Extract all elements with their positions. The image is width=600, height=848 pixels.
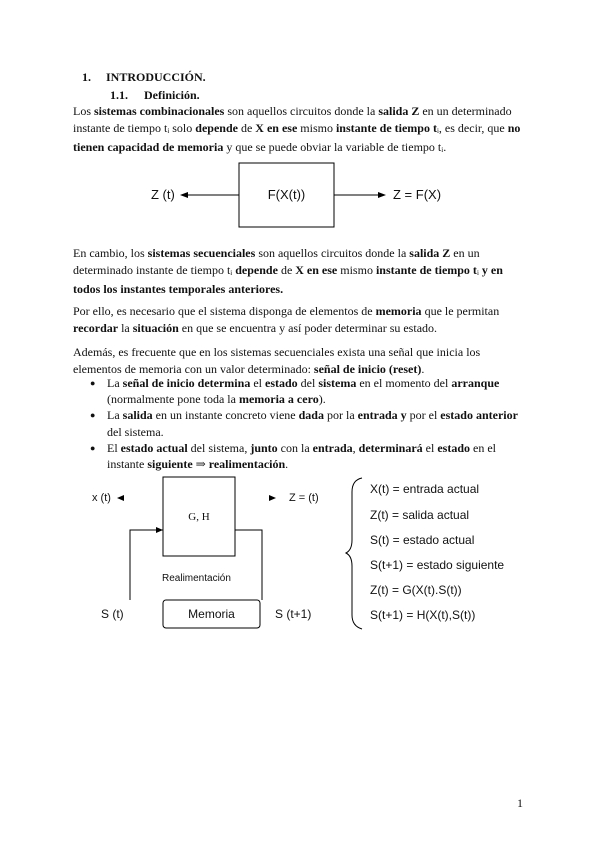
text: La: [107, 376, 123, 390]
text: mismo: [337, 262, 376, 277]
text: en el: [470, 440, 496, 455]
equation: S(t) = estado actual: [370, 533, 475, 547]
text-bold: no: [507, 120, 521, 135]
text: El: [107, 440, 121, 455]
text-bold: situación: [132, 320, 179, 335]
text-bold: estado anterior: [440, 408, 518, 423]
text: y que se puede obviar la variable de tiempo t: [223, 140, 442, 154]
text: La: [107, 408, 123, 423]
next-state-line: [235, 530, 262, 600]
text-bold: estado: [265, 376, 298, 390]
text: .: [285, 457, 289, 472]
subscript: i: [167, 126, 170, 135]
text-bold: sistemas secuenciales: [147, 246, 256, 260]
next-state-label: S (t+1): [275, 607, 312, 621]
page-number: 1: [517, 796, 523, 810]
input-arrowhead: [117, 495, 124, 501]
text: determinado instante de tiempo t: [73, 262, 231, 277]
feedback-label: Realimentación: [162, 573, 231, 584]
implies-arrow: ⇒: [192, 457, 209, 472]
text-bold: depende: [195, 120, 238, 135]
diagram1-right-label: Z = F(X): [393, 187, 442, 202]
text-bold: determinará: [358, 440, 423, 455]
text-bold: realimentación: [208, 457, 286, 472]
bullet-icon: ●: [90, 378, 96, 388]
feedback-arrowhead: [156, 527, 163, 533]
text: en un determinado: [419, 104, 512, 118]
text-bold: X en ese: [255, 120, 298, 135]
text: ,: [352, 440, 359, 455]
text-bold: sistema: [318, 376, 357, 390]
text-bold: memoria a cero: [238, 392, 319, 407]
text: son aquellos circuitos donde la: [224, 104, 379, 118]
text-bold: entrada y: [357, 408, 407, 423]
text-bold: estado actual: [120, 440, 188, 455]
text-bold: dada: [298, 408, 324, 423]
text-bold: memoria: [375, 304, 422, 318]
state-label: S (t): [101, 607, 124, 621]
text-bold: arranque: [451, 376, 500, 390]
text: Los: [73, 104, 94, 118]
bullet-icon: ●: [90, 442, 96, 453]
line: Además, es frecuente que en los sistemas secuenciales exista una señal que inicia los: [73, 345, 481, 359]
gh-box-label: G, H: [188, 511, 210, 523]
bullet-icon: ●: [90, 410, 96, 421]
text: en que se encuentra y así poder determinar su estado.: [178, 320, 438, 335]
text-bold: salida Z: [409, 246, 451, 260]
text-bold: X en ese: [295, 262, 338, 277]
equation: Z(t) = salida actual: [370, 508, 470, 522]
subscript: i: [476, 268, 479, 277]
text-bold: entrada: [312, 440, 353, 455]
text: del sistema,: [187, 440, 251, 455]
subsection-number: 1.1.: [110, 88, 128, 102]
subscript: i: [436, 126, 439, 135]
text: instante: [107, 457, 148, 472]
text: solo: [169, 120, 196, 135]
text-bold: recordar: [73, 320, 119, 335]
text: son aquellos circuitos donde la: [255, 246, 410, 260]
text-bold: señal de inicio (reset): [313, 361, 422, 376]
text: instante de tiempo t: [73, 120, 168, 135]
text-bold: junto: [250, 440, 278, 455]
output-arrowhead: [269, 495, 276, 501]
input-label: x (t): [92, 492, 111, 504]
text: mismo: [297, 120, 336, 135]
text: del sistema.: [107, 424, 164, 439]
text-bold: señal de inicio determina: [122, 376, 251, 390]
text-bold: instante de tiempo t: [335, 120, 437, 135]
text: por la: [323, 408, 358, 423]
text: elementos de memoria con un valor determinado:: [73, 361, 314, 376]
subscript: i: [441, 146, 444, 154]
state-feedback-line: [130, 530, 163, 600]
equation: X(t) = entrada actual: [370, 482, 480, 496]
diagram1-box-label: F(X(t)): [267, 187, 306, 202]
equations-brace: [346, 478, 362, 629]
text: el: [422, 440, 438, 455]
section-number: 1.: [82, 70, 91, 84]
equation: S(t+1) = estado siguiente: [370, 558, 505, 572]
equation: Z(t) = G(X(t).S(t)): [370, 583, 462, 597]
text: el: [250, 376, 265, 390]
text: .: [421, 361, 425, 376]
text: de: [237, 120, 256, 135]
text: .: [443, 140, 447, 154]
text-bold: instante de tiempo t: [375, 262, 477, 277]
text: ).: [318, 392, 326, 407]
text-bold: sistemas combinacionales: [94, 104, 225, 118]
text-bold: depende: [235, 262, 278, 277]
text: , es decir, que: [438, 120, 508, 135]
text-bold: y en: [478, 262, 503, 277]
text-bold: estado: [437, 440, 470, 455]
text: en un: [450, 246, 480, 260]
equation: S(t+1) = H(X(t),S(t)): [370, 608, 476, 622]
text-bold: salida Z: [378, 104, 420, 118]
output-label: Z = (t): [289, 492, 319, 504]
text: en un instante concreto viene: [152, 408, 299, 423]
text: Por ello, es necesario que el sistema disponga de elementos de: [73, 304, 376, 318]
subsection-title: Definición.: [144, 88, 200, 102]
text: con la: [277, 440, 313, 455]
text-bold: siguiente: [147, 457, 193, 472]
text: que le permitan: [421, 304, 500, 318]
text: del: [297, 376, 319, 390]
text: por el: [406, 408, 441, 423]
text: En cambio, los: [73, 246, 148, 260]
text: (normalmente pone toda la: [107, 392, 239, 407]
diagram1-left-label: Z (t): [151, 187, 175, 202]
text: la: [118, 320, 133, 335]
text-bold: todos los instantes temporales anteriores.: [73, 282, 284, 296]
text: en el momento del: [356, 376, 452, 390]
text-bold: tienen capacidad de memoria: [73, 140, 224, 154]
section-title: INTRODUCCIÓN.: [106, 70, 206, 84]
subscript: i: [230, 268, 233, 277]
memory-label: Memoria: [188, 607, 235, 621]
text: de: [277, 262, 296, 277]
text-bold: salida: [122, 408, 153, 423]
